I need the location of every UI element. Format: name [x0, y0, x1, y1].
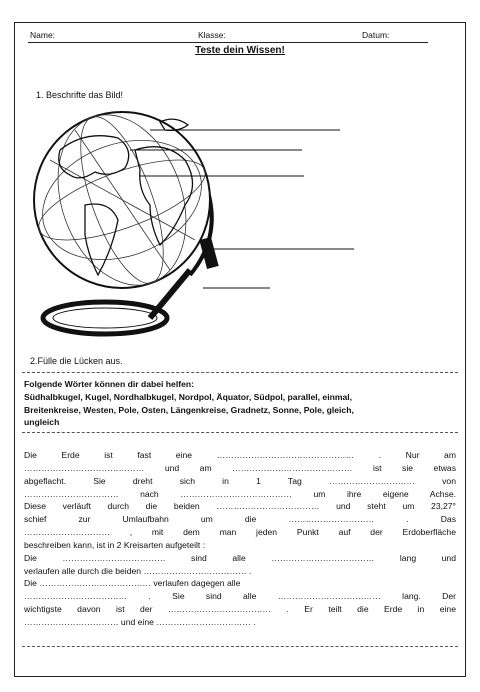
klasse-label: Klasse: — [198, 30, 226, 40]
cloze-line: Diese verläuft durch die beiden ……………………………… und steht um 23,27° — [24, 501, 456, 512]
cloze-text — [24, 449, 456, 629]
word-bank-line: Südhalbkugel, Kugel, Nordhalbkugel, Nordpol, Äquator, Südpol, parallel, einmal, — [24, 391, 353, 402]
cloze-line: wichtigste davon ist der ……………………………… . Er teilt die Erde in eine — [24, 604, 456, 615]
divider-top — [22, 372, 458, 373]
cloze-line: abgeflacht. Sie dreht sich in 1 Tag ………………………… von — [24, 475, 456, 486]
cloze-line: Die ……………………………… sind alle ……………………………… lang und — [24, 552, 456, 563]
cloze-line: beschreiben kann, ist in 2 Kreisarten aufgeteilt : — [24, 539, 206, 550]
globe-base — [43, 302, 167, 334]
page-title: Teste dein Wissen! — [195, 45, 285, 56]
cloze-line: Die Erde ist fast eine ………………………………………… . Nur am — [24, 450, 456, 460]
word-bank-line: ungleich — [24, 417, 60, 428]
divider-bottom — [22, 646, 458, 647]
name-label: Name: — [30, 30, 56, 40]
word-bank-intro: Folgende Wörter können dir dabei helfen: — [24, 379, 194, 389]
cloze-line: …………………………………… und am …………………………………… ist sie etwas — [24, 462, 456, 473]
cloze-line: ……………………………… . Sie sind alle ……………………………… lang. Der — [24, 591, 456, 602]
word-bank — [24, 378, 454, 429]
cloze-line: schief zur Umlaufbahn um die ………………………… . Das — [24, 514, 456, 525]
word-bank-line: Breitenkreise, Westen, Pole, Osten, Längenkreise, Gradnetz, Sonne, Pole, gleich, — [24, 404, 354, 415]
header-line — [28, 30, 428, 43]
cloze-line: verlaufen alle durch die beiden ……………………………… . — [24, 565, 252, 576]
globe-illustration — [30, 100, 370, 340]
globe-base-inner — [53, 308, 157, 328]
datum-label: Datum: — [362, 30, 390, 40]
task-1-heading: 1. Beschrifte das Bild! — [36, 90, 124, 100]
cloze-line: ………………………… , mit dem man jeden Punkt auf der Erdoberfläche — [24, 527, 456, 538]
cloze-line: Die ………………………………… verlaufen dagegen alle — [24, 578, 241, 589]
divider-middle — [22, 432, 458, 433]
cloze-line: …………………………… und eine …………………………… . — [24, 616, 256, 627]
cloze-line: …………………………… nach ………………………………… um ihre eigene Achse. — [24, 488, 456, 499]
task-2-heading: 2.Fülle die Lücken aus. — [30, 356, 123, 366]
